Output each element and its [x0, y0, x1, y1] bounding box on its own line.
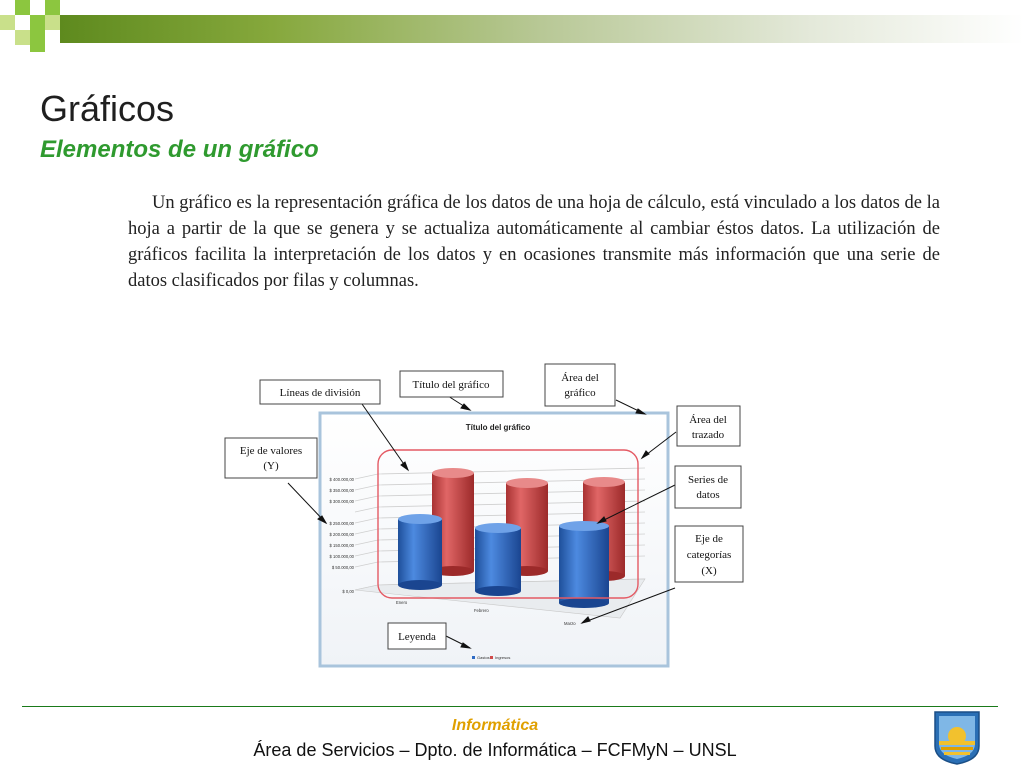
- y-tick-label: $ 100.000,00: [329, 554, 354, 559]
- callout-gridlines: [260, 380, 380, 404]
- callout-legend: [388, 623, 446, 649]
- y-tick-label: $ 150.000,00: [329, 543, 354, 548]
- page-subtitle: Elementos de un gráfico: [40, 136, 319, 163]
- svg-text:Eje de: Eje de: [695, 533, 723, 545]
- x-tick-label: Febrero: [474, 608, 489, 613]
- y-tick-label: $ 400.000,00: [329, 477, 354, 482]
- chart-title: Título del gráfico: [465, 423, 531, 432]
- callout-data-series: [675, 466, 741, 508]
- svg-text:Área del: Área del: [561, 372, 599, 384]
- y-tick-label: $ 350.000,00: [329, 488, 354, 493]
- callout-chart-title: [400, 371, 503, 397]
- body-paragraph: Un gráfico es la representación gráfica de los datos de una hoja de cálculo, está vinculado a los datos de la hoja a partir de la que se genera y se actualiza automáticamente al cambiar éstos datos. La utilización de gráficos facilita la interpretación de los datos y en ocasiones transmite más información que una serie de datos clasificados por filas y columnas.: [128, 193, 940, 291]
- y-tick-label: $ 250.000,00: [329, 521, 354, 526]
- page-title: Gráficos: [40, 88, 175, 129]
- deco-square: [30, 45, 45, 52]
- legend-item: Gastos: [477, 655, 490, 660]
- svg-text:Eje de valores: Eje de valores: [239, 445, 303, 457]
- x-tick-label: Marzo: [564, 621, 576, 626]
- svg-text:(Y): (Y): [263, 460, 279, 472]
- callout-plot-area: [677, 406, 740, 446]
- footer-divider: [22, 706, 998, 707]
- header-decoration: [0, 0, 1024, 52]
- svg-text:(X): (X): [701, 565, 717, 577]
- svg-text:Series de: Series de: [687, 474, 729, 486]
- legend-item: Ingresos: [495, 655, 511, 660]
- deco-square: [0, 15, 15, 30]
- y-tick-label: $ 0,00: [342, 589, 354, 594]
- chart-figure: [220, 358, 780, 673]
- svg-text:trazado: trazado: [691, 429, 725, 441]
- university-logo: [932, 708, 982, 766]
- deco-square: [15, 0, 30, 15]
- deco-square: [15, 30, 30, 45]
- svg-text:Título del gráfico: Título del gráfico: [412, 379, 490, 391]
- svg-text:Líneas de división: Líneas de división: [279, 387, 361, 399]
- svg-text:gráfico: gráfico: [564, 387, 596, 399]
- deco-square: [30, 15, 45, 30]
- footer-department: Área de Servicios – Dpto. de Informática – FCFMyN – UNSL: [253, 740, 737, 760]
- y-tick-label: $ 200.000,00: [329, 532, 354, 537]
- footer-course: Informática: [451, 717, 539, 734]
- callout-category-axis: [675, 526, 743, 582]
- deco-square: [45, 15, 60, 30]
- svg-text:Leyenda: Leyenda: [398, 631, 436, 643]
- svg-text:Área del: Área del: [689, 414, 727, 426]
- y-tick-label: $ 50.000,00: [331, 565, 354, 570]
- svg-text:categorías: categorías: [686, 549, 732, 561]
- svg-text:datos: datos: [696, 489, 720, 501]
- deco-square: [30, 30, 45, 45]
- x-tick-label: Enero: [396, 600, 408, 605]
- header-band: [60, 15, 1024, 43]
- y-tick-label: $ 300.000,00: [329, 499, 354, 504]
- deco-square: [45, 0, 60, 15]
- callout-value-axis: [225, 438, 317, 478]
- callout-chart-area: [545, 364, 615, 406]
